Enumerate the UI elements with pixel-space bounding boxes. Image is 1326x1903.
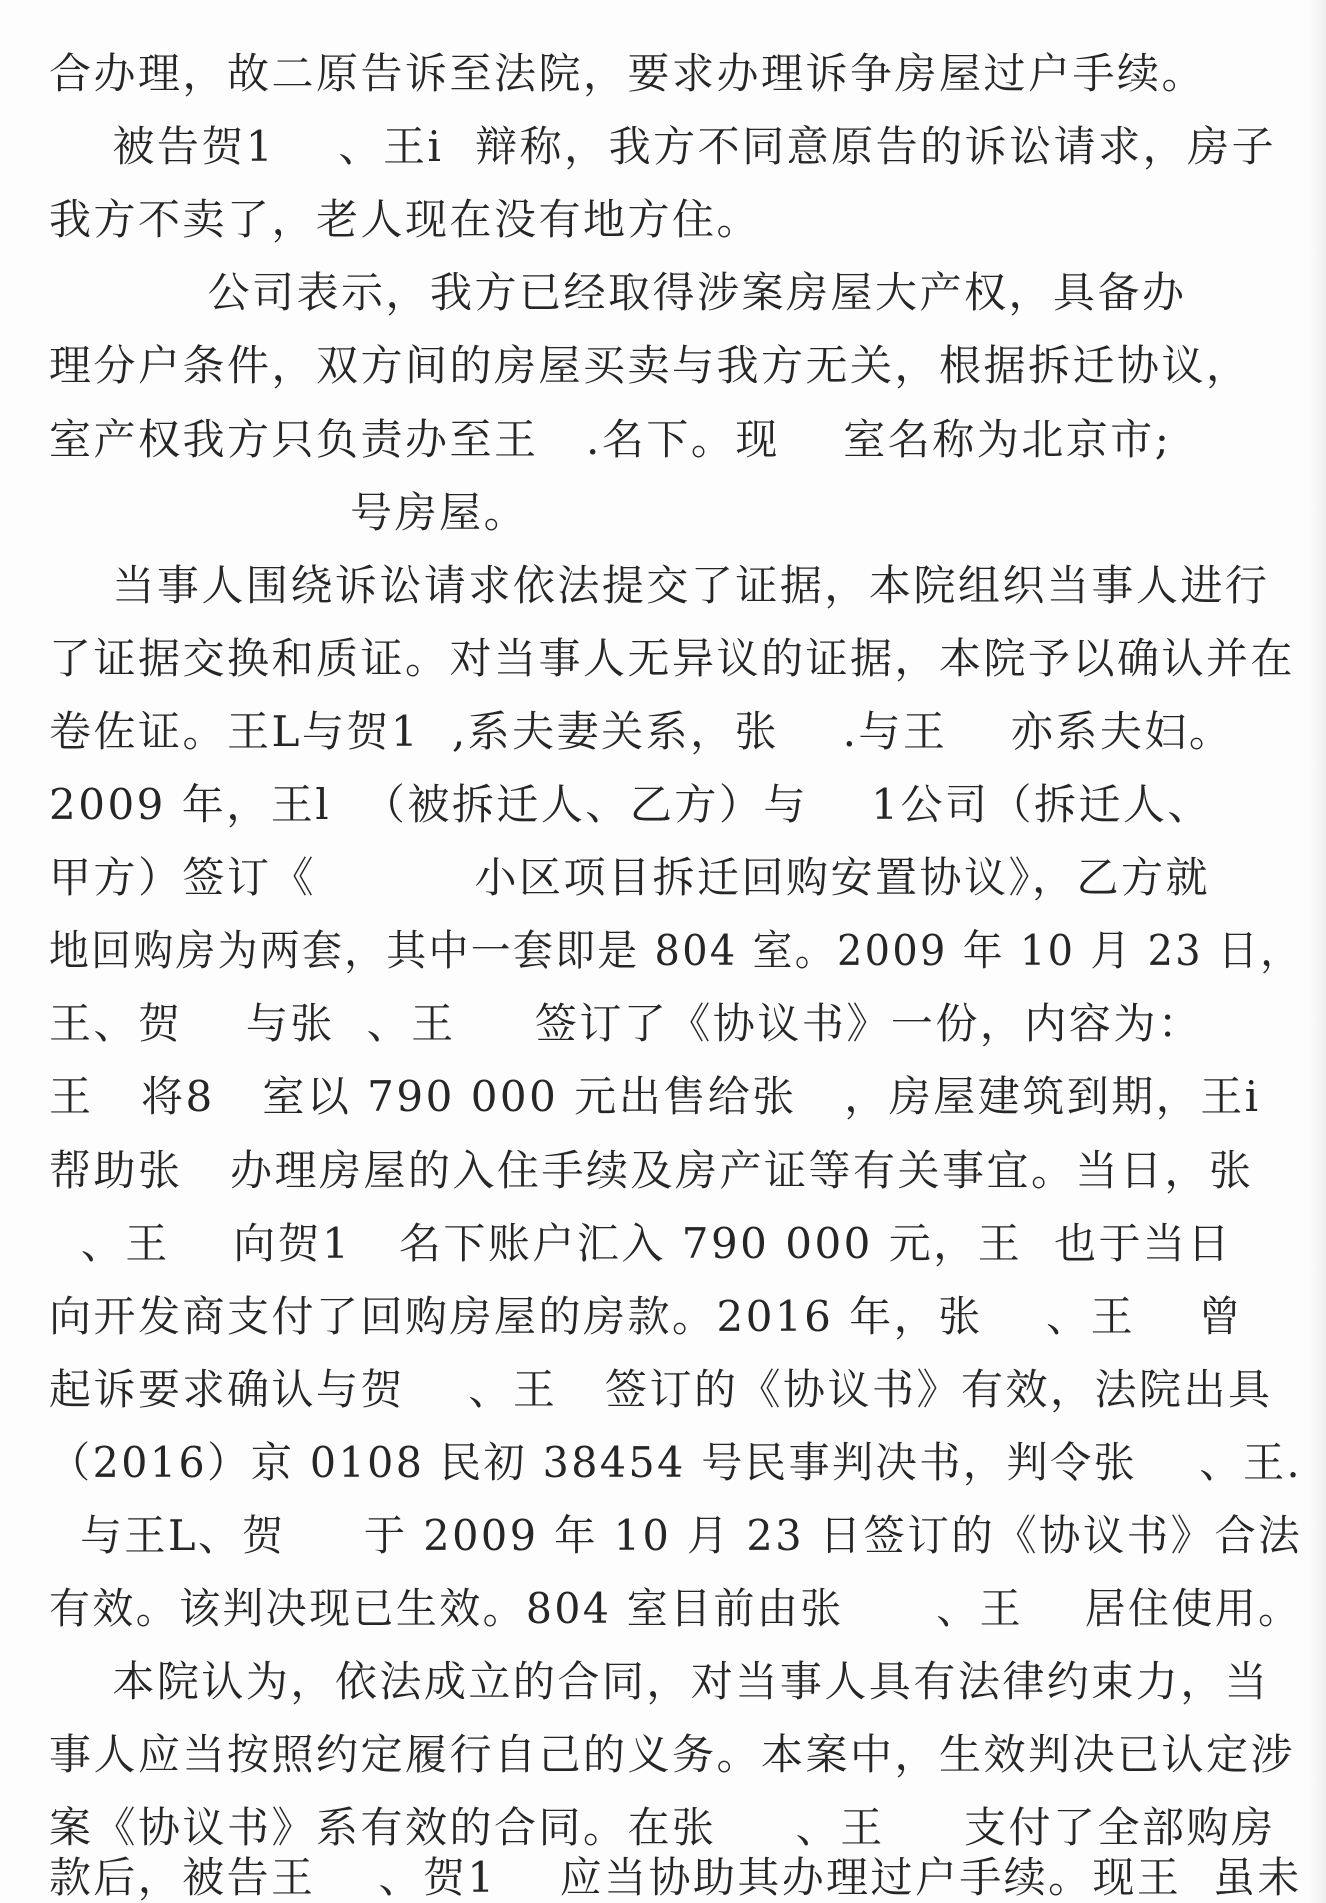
text-line-6: 室产权我方只负责办至王 .名下。现 室名称为北京市;	[49, 414, 1172, 464]
text-line-24: 事人应当按照约定履行自己的义务。本案中，生效判决已认定涉	[49, 1730, 1296, 1780]
text-line-20: （2016）京 0108 民初 38454 号民事判决书，判令张 、王.	[49, 1437, 1303, 1487]
text-line-2: 被告贺1 、王i 辩称，我方不同意原告的诉讼请求，房子	[49, 122, 1277, 172]
text-line-18: 向开发商支付了回购房屋的房款。2016 年，张 、王 曾	[49, 1291, 1244, 1341]
text-line-22: 有效。该判决现已生效。804 室目前由张 、王 居住使用。	[49, 1584, 1302, 1634]
text-line-23: 本院认为，依法成立的合同，对当事人具有法律约束力，当	[49, 1657, 1270, 1707]
text-line-17: 、王 向贺1 名下账户汇入 790 000 元，王 也于当日	[49, 1218, 1232, 1268]
text-line-8: 当事人围绕诉讼请求依法提交了证据，本院组织当事人进行	[49, 560, 1270, 610]
text-line-10: 卷佐证。王L与贺1 ,系夫妻关系，张 .与王 亦系夫妇。	[49, 706, 1234, 756]
text-line-9: 了证据交换和质证。对当事人无异议的证据，本院予以确认并在	[49, 633, 1296, 683]
text-line-1: 合办理，故二原告诉至法院，要求办理诉争房屋过户手续。	[49, 49, 1207, 98]
text-line-21: 与王L、贺 于 2009 年 10 月 23 日签订的《协议书》合法	[49, 1511, 1303, 1560]
text-line-7: 号房屋。	[49, 487, 529, 537]
text-line-4: 公司表示，我方已经取得涉案房屋大产权，具备办	[49, 268, 1187, 318]
text-line-19: 起诉要求确认与贺 、王 签订的《协议书》有效，法院出具	[49, 1364, 1273, 1414]
text-line-3: 我方不卖了，老人现在没有地方住。	[49, 195, 762, 245]
text-line-15: 王 将8 室以 790 000 元出售给张 ，房屋建筑到期，王i	[49, 1072, 1261, 1122]
text-line-14: 王、贺 与张 、王 签订了《协议书》一份，内容为：	[49, 999, 1203, 1049]
text-line-25: 案《协议书》系有效的合同。在张 、王 支付了全部购房	[49, 1803, 1276, 1853]
scan-edge-shadow	[1308, 0, 1326, 1903]
text-line-5: 理分户条件，双方间的房屋买卖与我方无关，根据拆迁协议，	[49, 341, 1251, 391]
text-line-16: 帮助张 办理房屋的入住手续及房产证等有关事宜。当日，张	[49, 1145, 1254, 1195]
text-line-26: 款后，被告王 、贺1 应当协助其办理过户手续。现王 虽未	[49, 1853, 1302, 1902]
text-line-12: 甲方）签订《 小区项目拆迁回购安置协议》，乙方就	[49, 853, 1211, 903]
text-line-11: 2009 年，王l （被拆迁人、乙方）与 1公司（拆迁人、	[49, 780, 1212, 829]
text-line-13: 地回购房为两套，其中一套即是 804 室。2009 年 10 月 23 日，	[49, 926, 1303, 976]
